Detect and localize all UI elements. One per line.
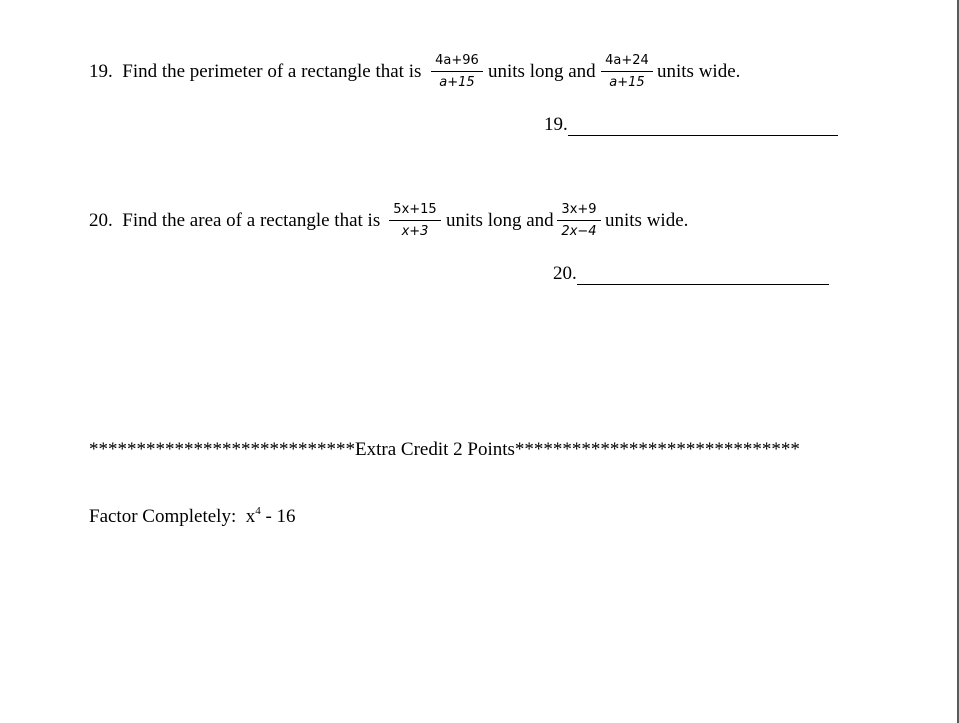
question-20-prompt: Find the area of a rectangle that is <box>122 210 381 231</box>
extra-credit-title: Extra Credit 2 Points <box>355 439 515 460</box>
fraction-numerator: 4a+24 <box>601 53 653 72</box>
question-19-fraction-width <box>601 53 653 91</box>
question-19-fraction-length <box>431 53 483 91</box>
factor-rest: - 16 <box>265 506 296 527</box>
factor-base: x <box>245 506 256 527</box>
fraction-denominator: a+15 <box>439 75 475 90</box>
stars-right: ****************************** <box>514 439 800 460</box>
answer-19-label: 19. <box>544 114 568 135</box>
factor-exponent: 4 <box>255 505 261 517</box>
answer-20 <box>553 263 829 285</box>
fraction-numerator: 3x+9 <box>557 202 601 221</box>
fraction-denominator: 2x−4 <box>561 224 597 239</box>
answer-19 <box>544 114 838 136</box>
question-20-text <box>89 210 380 232</box>
question-19-end-text: units wide. <box>657 61 741 82</box>
fraction-numerator: 5x+15 <box>389 202 441 221</box>
answer-19-blank[interactable] <box>568 116 838 136</box>
fraction-denominator: a+15 <box>609 75 645 90</box>
answer-20-label: 20. <box>553 263 577 284</box>
factor-problem <box>89 506 296 528</box>
question-20-number: 20. <box>89 210 113 231</box>
question-20-end-text: units wide. <box>605 210 689 231</box>
question-19-text <box>89 61 421 83</box>
fraction-numerator: 4a+96 <box>431 53 483 72</box>
fraction-denominator: x+3 <box>401 224 429 239</box>
stars-left: **************************** <box>89 439 355 460</box>
question-20-fraction-length <box>389 202 441 240</box>
answer-20-blank[interactable] <box>577 265 829 285</box>
question-19-number: 19. <box>89 61 113 82</box>
question-20-middle-text: units long and <box>446 210 554 231</box>
question-19-middle-text: units long and <box>488 61 596 82</box>
factor-label: Factor Completely: <box>89 506 237 527</box>
question-20-fraction-width <box>557 202 601 240</box>
question-19-prompt: Find the perimeter of a rectangle that is <box>122 61 422 82</box>
extra-credit-heading <box>89 439 800 461</box>
